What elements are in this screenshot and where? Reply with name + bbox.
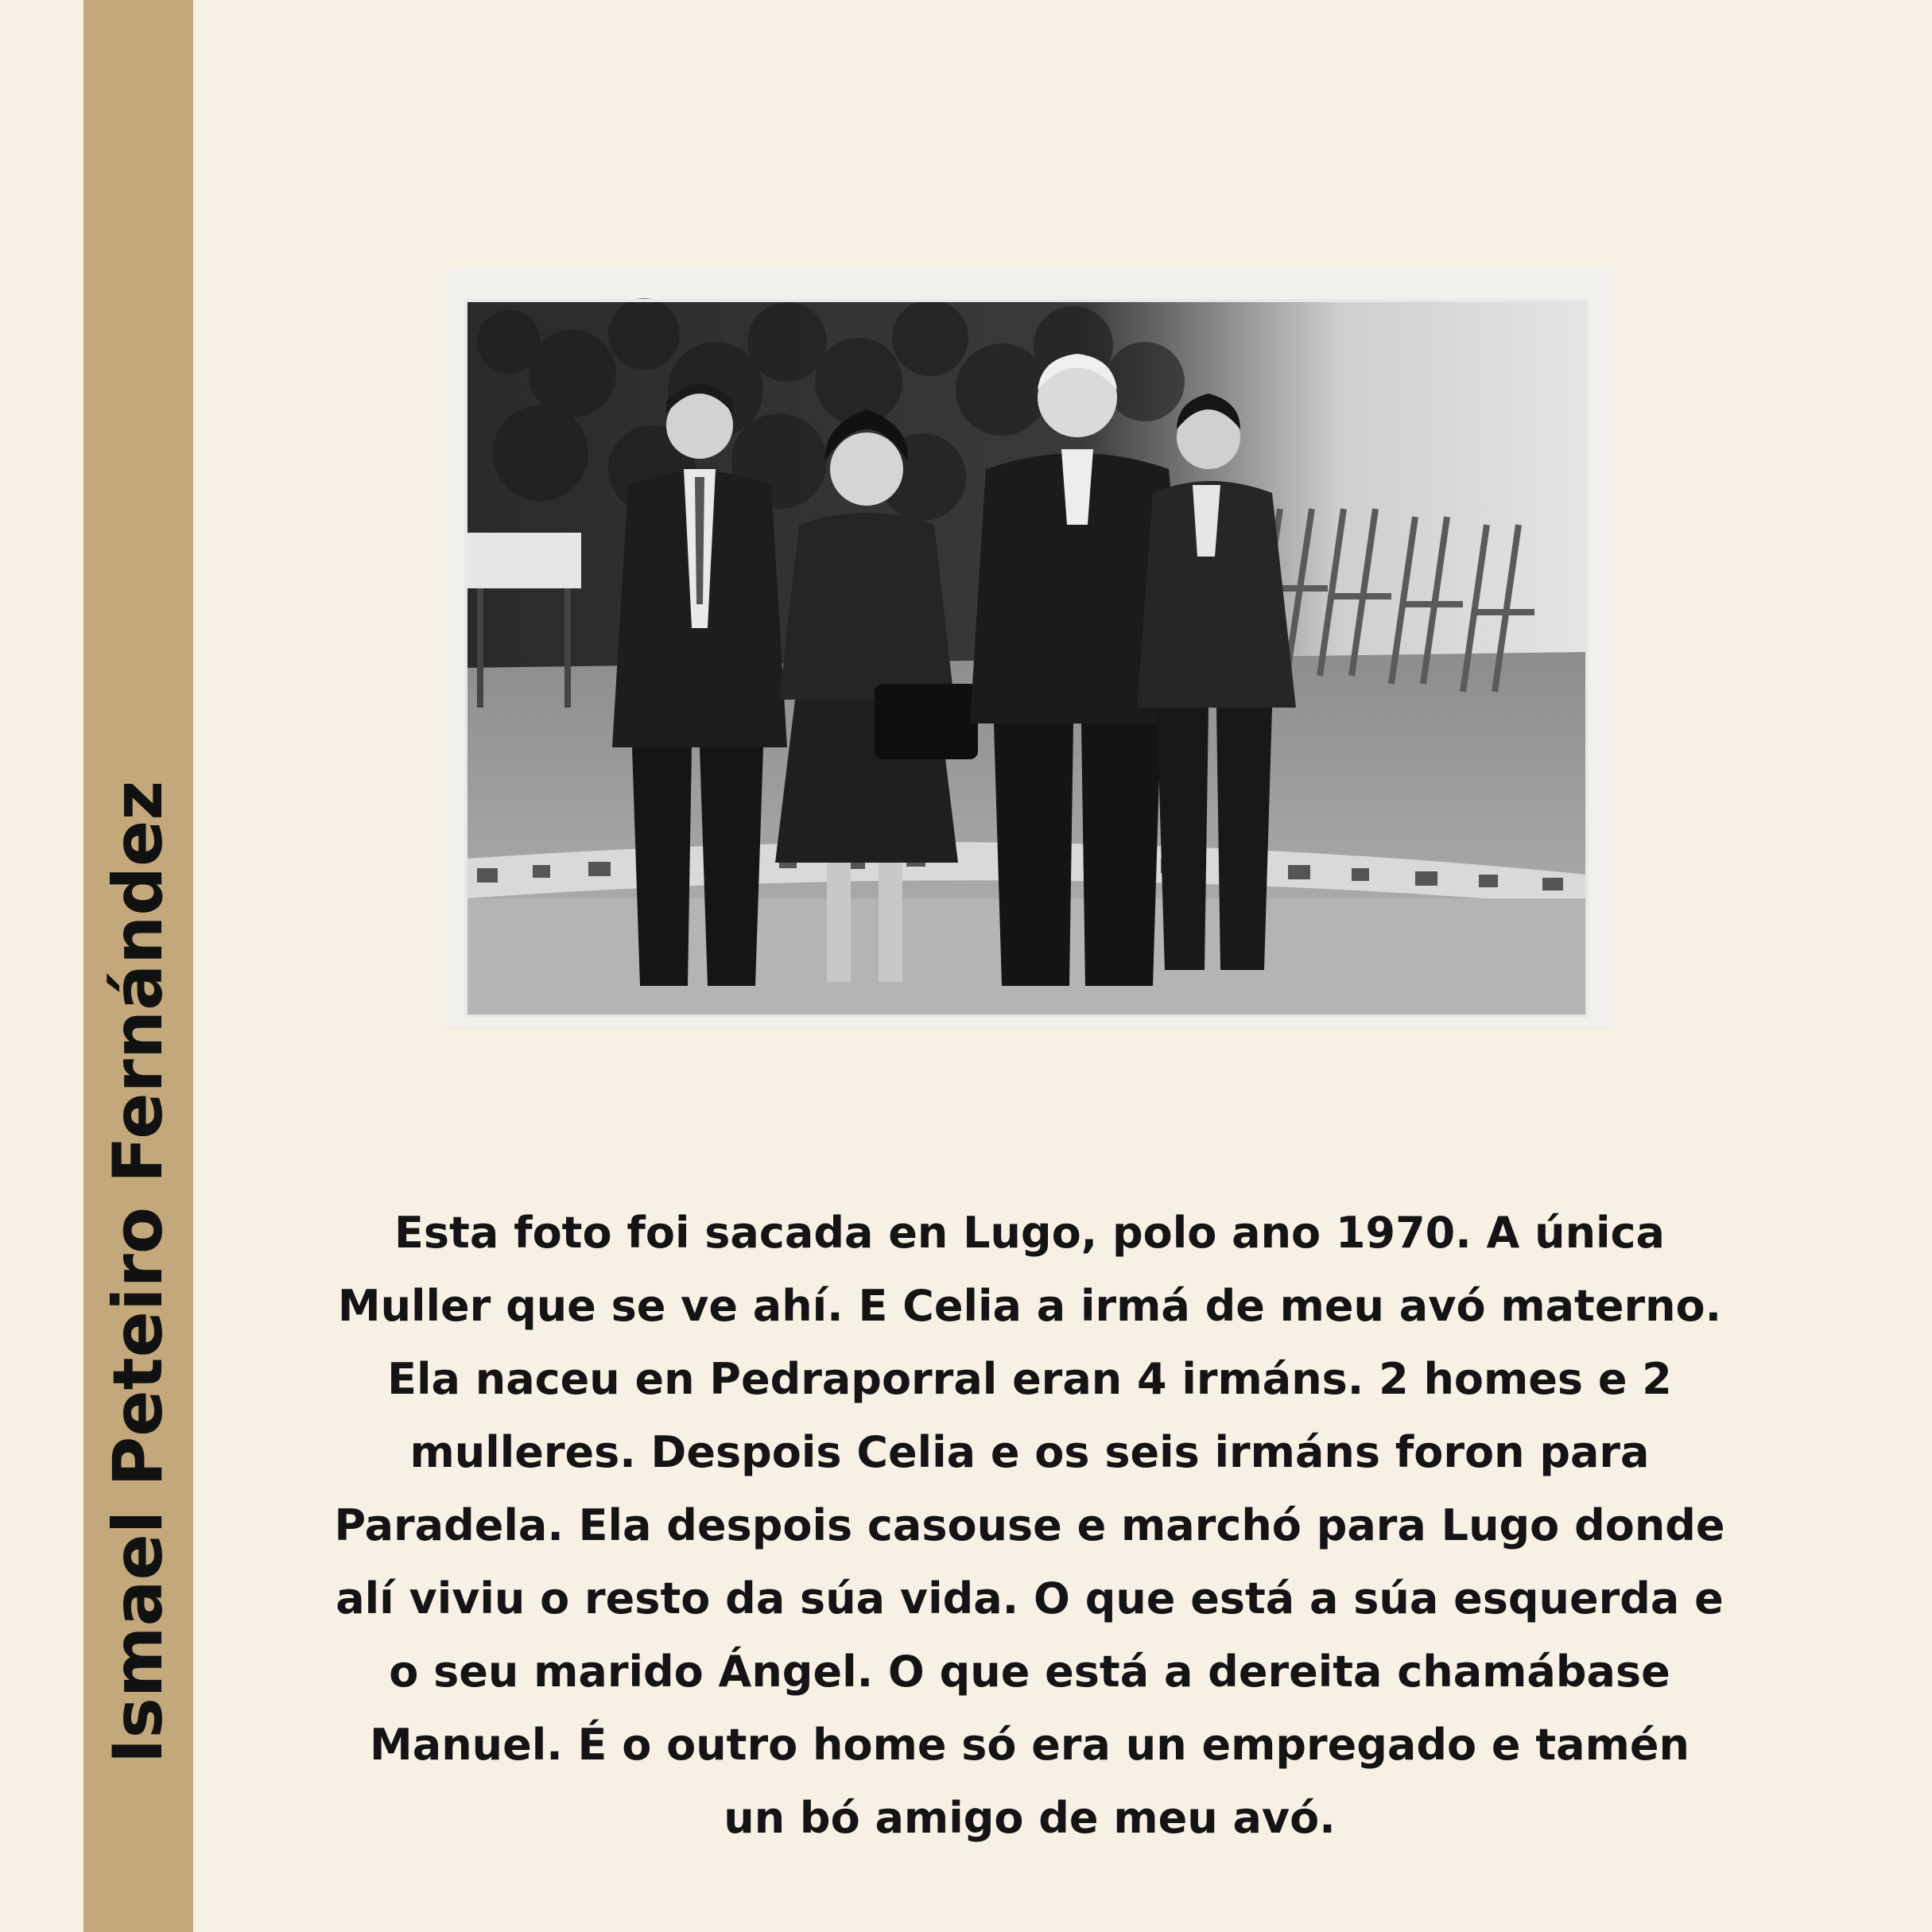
old-family-photo [445, 270, 1612, 1027]
photo-caption: Esta foto foi sacada en Lugo, polo ano 1970. A única Muller que se ve ahí. E Celia a irmá de meu avó materno. Ela naceu en Pedraporral eran 4 irmáns. 2 homes e 2 mulleres. Despois Celia e os seis irmáns foron para Paradela. Ela despois casouse e marchó para Lugo donde alí viviu o resto da súa vida. O que está a súa esquerda e o seu marido Ángel. O que está a dereita chamábase Manuel. É o outro home só era un empregado e tamén un bó amigo de meu avó. [334, 1208, 1725, 1843]
author-name: Ismael Peteiro Fernández [99, 780, 178, 1764]
photo-illustration [445, 270, 1612, 1027]
